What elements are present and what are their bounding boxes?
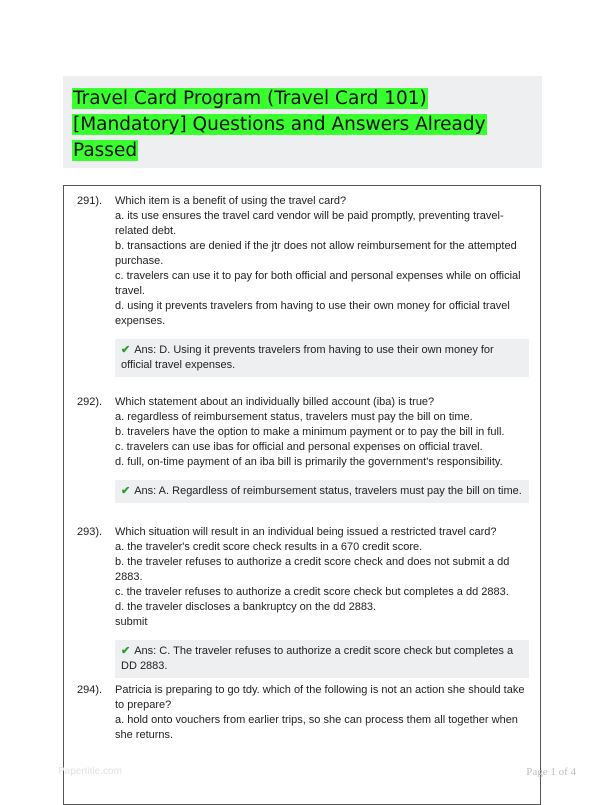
option-c: c. travelers can use ibas for official and personal expenses on official travel. [115,441,483,453]
option-submit: submit [115,616,148,628]
question-body [115,683,535,743]
option-d: d. full, on-time payment of an iba bill is primarily the government's responsibility. [115,456,503,468]
title-line-1: Travel Card Program (Travel Card 101) [73,88,427,109]
option-d: d. using it prevents travelers from having to use their own money for official travel expenses. [115,300,510,327]
answer-text: Ans: C. The traveler refuses to authorize a credit score check but completes a DD 2883. [121,645,514,672]
option-a: a. its use ensures the travel card vendor will be paid promptly, preventing travel-related debt. [115,210,504,237]
question-number: 294). [77,684,103,696]
title-line-3: Passed [73,140,138,161]
question-text: Which item is a benefit of using the travel card? [115,195,347,207]
check-icon: ✔ [121,645,131,657]
option-c: c. the traveler refuses to authorize a credit score check but completes a dd 2883. [115,586,509,598]
question-number: 291). [77,195,103,207]
check-icon: ✔ [121,485,131,497]
option-a: a. hold onto vouchers from earlier trips, so she can process them all together when she returns. [115,714,518,741]
qa-container [63,185,541,805]
watermark-text: Papertitle.com [58,766,122,777]
question-body [115,194,535,377]
answer-box [115,480,529,503]
question-number: 293). [77,526,103,538]
option-b: b. travelers have the option to make a minimum payment or to pay the bill in full. [115,426,505,438]
option-a: a. regardless of reimbursement status, travelers must pay the bill on time. [115,411,473,423]
answer-box [115,640,529,678]
option-a: a. the traveler's credit score check results in a 670 credit score. [115,541,423,553]
question-body [115,525,535,678]
option-d: d. the traveler discloses a bankruptcy on the dd 2883. [115,601,377,613]
question-text: Which statement about an individually billed account (iba) is true? [115,396,435,408]
answer-text: Ans: A. Regardless of reimbursement status, travelers must pay the bill on time. [134,485,522,497]
answer-text: Ans: D. Using it prevents travelers from having to use their own money for official travel expenses. [121,344,494,371]
answer-box [115,339,529,377]
option-b: b. transactions are denied if the jtr does not allow reimbursement for the attempted purchase. [115,240,517,267]
question-body [115,395,535,503]
question-text: Which situation will result in an individual being issued a restricted travel card? [115,526,497,538]
title-line-2: [Mandatory] Questions and Answers Already [73,114,486,135]
option-c: c. travelers can use it to pay for both official and personal expenses while on official travel. [115,270,521,297]
page-indicator: Page 1 of 4 [526,766,576,778]
document-title [72,86,532,164]
question-number: 292). [77,396,103,408]
question-text: Patricia is preparing to go tdy. which of the following is not an action she should take to prepare? [115,684,525,711]
check-icon: ✔ [121,344,131,356]
option-b: b. the traveler refuses to authorize a credit score check and does not submit a dd 2883. [115,556,510,583]
